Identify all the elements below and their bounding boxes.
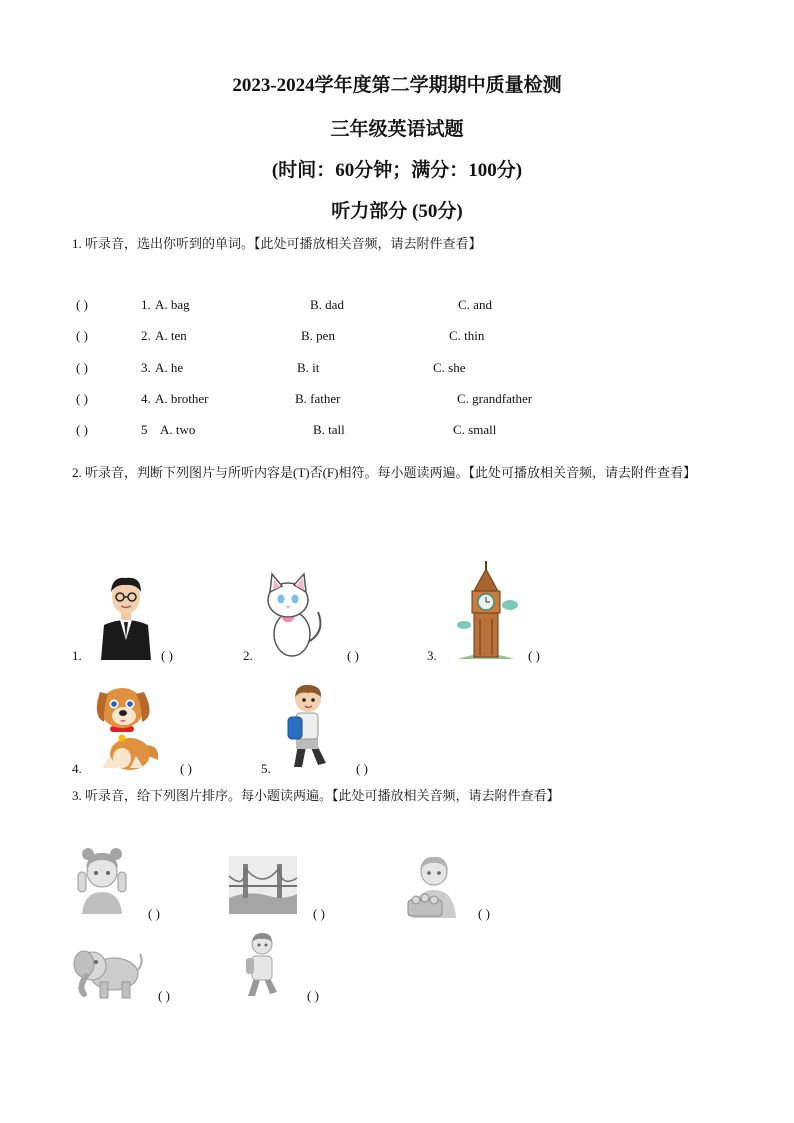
answer-blank: ( ) — [158, 988, 170, 1003]
q1-instruction: 1. 听录音，选出你听到的单词。【此处可播放相关音频，请去附件查看】 — [72, 236, 482, 251]
picture-label: 5. — [261, 761, 271, 776]
answer-blank: ( ) — [148, 906, 160, 921]
option-b: B. pen — [301, 328, 335, 343]
option-b: B. it — [297, 360, 320, 375]
option-c: C. small — [453, 422, 497, 437]
option-b: B. tall — [313, 422, 345, 437]
option-a: A. ten — [155, 328, 187, 343]
grandmother-with-basket-picture — [402, 852, 466, 918]
answer-blank: ( ) — [180, 761, 192, 776]
answer-blank: ( ) — [76, 391, 88, 406]
answer-blank: ( ) — [347, 648, 359, 663]
picture-label: 4. — [72, 761, 82, 776]
answer-blank: ( ) — [161, 648, 173, 663]
answer-blank: ( ) — [313, 906, 325, 921]
white-cat-picture — [258, 572, 326, 660]
q3-instruction: 3. 听录音，给下列图片排序。每小题读两遍。【此处可播放相关音频，请去附件查看】 — [72, 788, 560, 803]
answer-blank: ( ) — [76, 360, 88, 375]
option-a: A. brother — [155, 391, 209, 406]
bridge-picture — [229, 856, 297, 914]
option-c: C. thin — [449, 328, 485, 343]
item-number: 5 — [141, 422, 148, 437]
exam-subtitle: 三年级英语试题 — [330, 119, 464, 140]
option-b: B. dad — [310, 297, 344, 312]
answer-blank: ( ) — [528, 648, 540, 663]
item-number: 2. — [141, 328, 151, 343]
answer-blank: ( ) — [478, 906, 490, 921]
boy-walking-picture — [242, 932, 282, 998]
elephant-picture — [72, 940, 144, 1000]
picture-label: 1. — [72, 648, 82, 663]
answer-blank: ( ) — [356, 761, 368, 776]
exam-title: 2023-2024学年度第二学期期中质量检测 — [232, 75, 562, 96]
answer-blank: ( ) — [76, 422, 88, 437]
option-a: A. he — [155, 360, 184, 375]
option-c: C. and — [458, 297, 492, 312]
option-a: A. bag — [155, 297, 190, 312]
item-number: 4. — [141, 391, 151, 406]
answer-blank: ( ) — [307, 988, 319, 1003]
boy-with-backpack-picture — [284, 683, 332, 769]
man-in-suit-picture — [96, 570, 156, 660]
item-number: 1. — [141, 297, 151, 312]
option-a: A. two — [160, 422, 196, 437]
answer-blank: ( ) — [76, 297, 88, 312]
item-number: 3. — [141, 360, 151, 375]
option-b: B. father — [295, 391, 341, 406]
big-ben-clock-tower-picture — [452, 561, 522, 659]
time-info: (时间：60分钟；满分：100分) — [271, 160, 523, 181]
answer-blank: ( ) — [76, 328, 88, 343]
dog-picture — [90, 676, 166, 774]
option-c: C. she — [433, 360, 466, 375]
girl-touching-face-picture — [74, 846, 130, 914]
picture-label: 2. — [243, 648, 253, 663]
picture-label: 3. — [427, 648, 437, 663]
q2-instruction: 2. 听录音，判断下列图片与所听内容是(T)否(F)相符。每小题读两遍。【此处可播放相关音频，请去附件查看】 — [72, 465, 696, 480]
section-title: 听力部分 (50分) — [331, 201, 463, 222]
option-c: C. grandfather — [457, 391, 533, 406]
